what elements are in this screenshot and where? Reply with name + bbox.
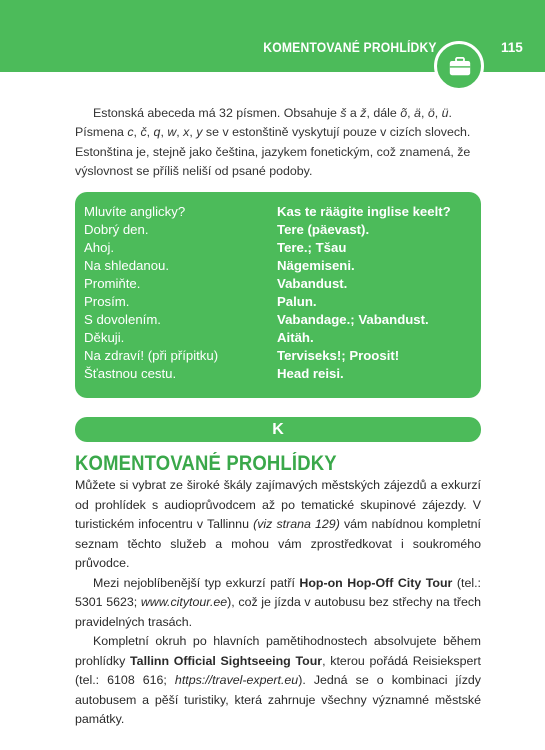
letter: ž <box>360 106 367 120</box>
text: , <box>189 125 197 140</box>
phrase-czech: Na zdraví! (při přípitku) <box>84 348 219 363</box>
paragraph <box>75 476 481 574</box>
phrase-estonian: Kas te räägite inglise keelt? <box>277 204 451 219</box>
text: Mezi nejoblíbenější typ exkurzí patří <box>93 575 300 590</box>
text: , dále <box>366 106 401 120</box>
letter: ä <box>414 106 421 120</box>
text: ), což je jízda v autobusu bez střechy na třech pravidelných trasách. <box>75 595 481 629</box>
phrase-estonian: Vabandust. <box>277 276 348 291</box>
phrase-czech: Ahoj. <box>84 240 115 255</box>
text: , <box>434 106 442 120</box>
text: , kterou pořádá Reisiekspert (tel.: 6108 616; <box>75 653 481 687</box>
tour-name: Tallinn Official Sightseeing Tour <box>130 653 323 668</box>
phrase-czech: Děkuji. <box>84 330 125 345</box>
phrase-estonian: Head reisi. <box>277 366 344 381</box>
alphabet-intro <box>75 104 485 182</box>
letter: w <box>167 125 177 140</box>
phrasebook-box <box>75 192 481 398</box>
letter: õ <box>400 106 408 120</box>
index-letter-bar: K <box>75 417 481 442</box>
letter: y <box>196 125 203 140</box>
text: Kompletní okruh po hlavních pamětihodnostech absolvujete během prohlídky <box>75 634 481 668</box>
phrase-row <box>84 312 479 330</box>
text: , <box>407 106 415 120</box>
phrase-estonian: Palun. <box>277 294 317 309</box>
phrase-czech: Prosím. <box>84 294 130 309</box>
text: , <box>420 106 428 120</box>
phrase-row <box>84 348 479 366</box>
phrase-estonian: Terviseks!; Proosit! <box>277 348 400 363</box>
section-heading: KOMENTOVANÉ PROHLÍDKY <box>75 452 337 475</box>
paragraph <box>75 574 481 633</box>
section-body <box>75 476 481 730</box>
text: Estonská abeceda má 32 písmen. Obsahuje <box>93 106 341 120</box>
phrase-estonian: Tere (päevast). <box>277 222 370 237</box>
paragraph <box>75 632 481 730</box>
letter: ü <box>441 106 449 120</box>
phrase-row <box>84 330 479 348</box>
text: Můžete si vybrat ze široké škály zajímavých městských zájezdů a exkurzí od prohlídek s audioprůvodcem až po tematické skupinové zájezdy. V turistickém infocentru v Tallinnu <box>75 478 481 531</box>
text: a <box>346 106 361 120</box>
intro-paragraph <box>75 104 485 182</box>
phrase-estonian: Tere.; Tšau <box>277 240 347 255</box>
running-header-title: KOMENTOVANÉ PROHLÍDKY <box>263 40 437 55</box>
letter: č <box>140 125 147 140</box>
website-link[interactable]: https://travel-expert.eu <box>174 673 299 687</box>
text: ). Jedná se o kombinaci jízdy autobusem a pěší turistiky, která zahrnuje všechny významné městské památky. <box>75 673 481 726</box>
text: . Písmena <box>75 106 452 140</box>
page-number: 115 <box>501 40 523 55</box>
phrase-row <box>84 258 479 276</box>
phrase-czech: Promiňte. <box>84 276 141 291</box>
phrase-czech: Dobrý den. <box>84 222 149 237</box>
text: (tel.: 5301 5623; <box>75 575 481 609</box>
text: , <box>133 125 141 140</box>
section-badge <box>434 41 484 91</box>
letter: ö <box>427 106 435 120</box>
phrase-czech: Šťastnou cestu. <box>84 366 177 381</box>
briefcase-icon <box>449 57 471 76</box>
page-reference: (viz strana 129) <box>253 517 340 531</box>
tour-name: Hop-on Hop-Off City Tour <box>299 575 453 590</box>
phrase-row <box>84 276 479 294</box>
text: , <box>160 125 168 140</box>
text: vám nabídnou kompletní seznam těchto služeb a mohou vám zprostředkovat i soukromého průvodce. <box>75 517 481 570</box>
phrase-estonian: Vabandage.; Vabandust. <box>277 312 429 327</box>
phrase-estonian: Aitäh. <box>277 330 314 345</box>
letter: c <box>127 125 134 140</box>
phrase-czech: S dovolením. <box>84 312 161 327</box>
phrase-row <box>84 366 479 384</box>
letter: q <box>153 125 161 140</box>
phrase-row <box>84 240 479 258</box>
phrase-row <box>84 222 479 240</box>
website-link[interactable]: www.citytour.ee <box>140 595 228 609</box>
text: , <box>176 125 184 140</box>
phrase-row <box>84 204 479 222</box>
text: se v estonštině vyskytují pouze v cizích slovech. Estonština je, stejně jako čeština, jazykem fonetickým, což znamená, že výslovnost se příliš neliší od psané podoby. <box>75 125 471 179</box>
phrase-czech: Mluvíte anglicky? <box>84 204 186 219</box>
phrase-row <box>84 294 479 312</box>
text: , <box>146 125 154 140</box>
letter: x <box>183 125 190 140</box>
letter: š <box>340 106 347 120</box>
phrase-estonian: Nägemiseni. <box>277 258 355 273</box>
phrase-czech: Na shledanou. <box>84 258 170 273</box>
